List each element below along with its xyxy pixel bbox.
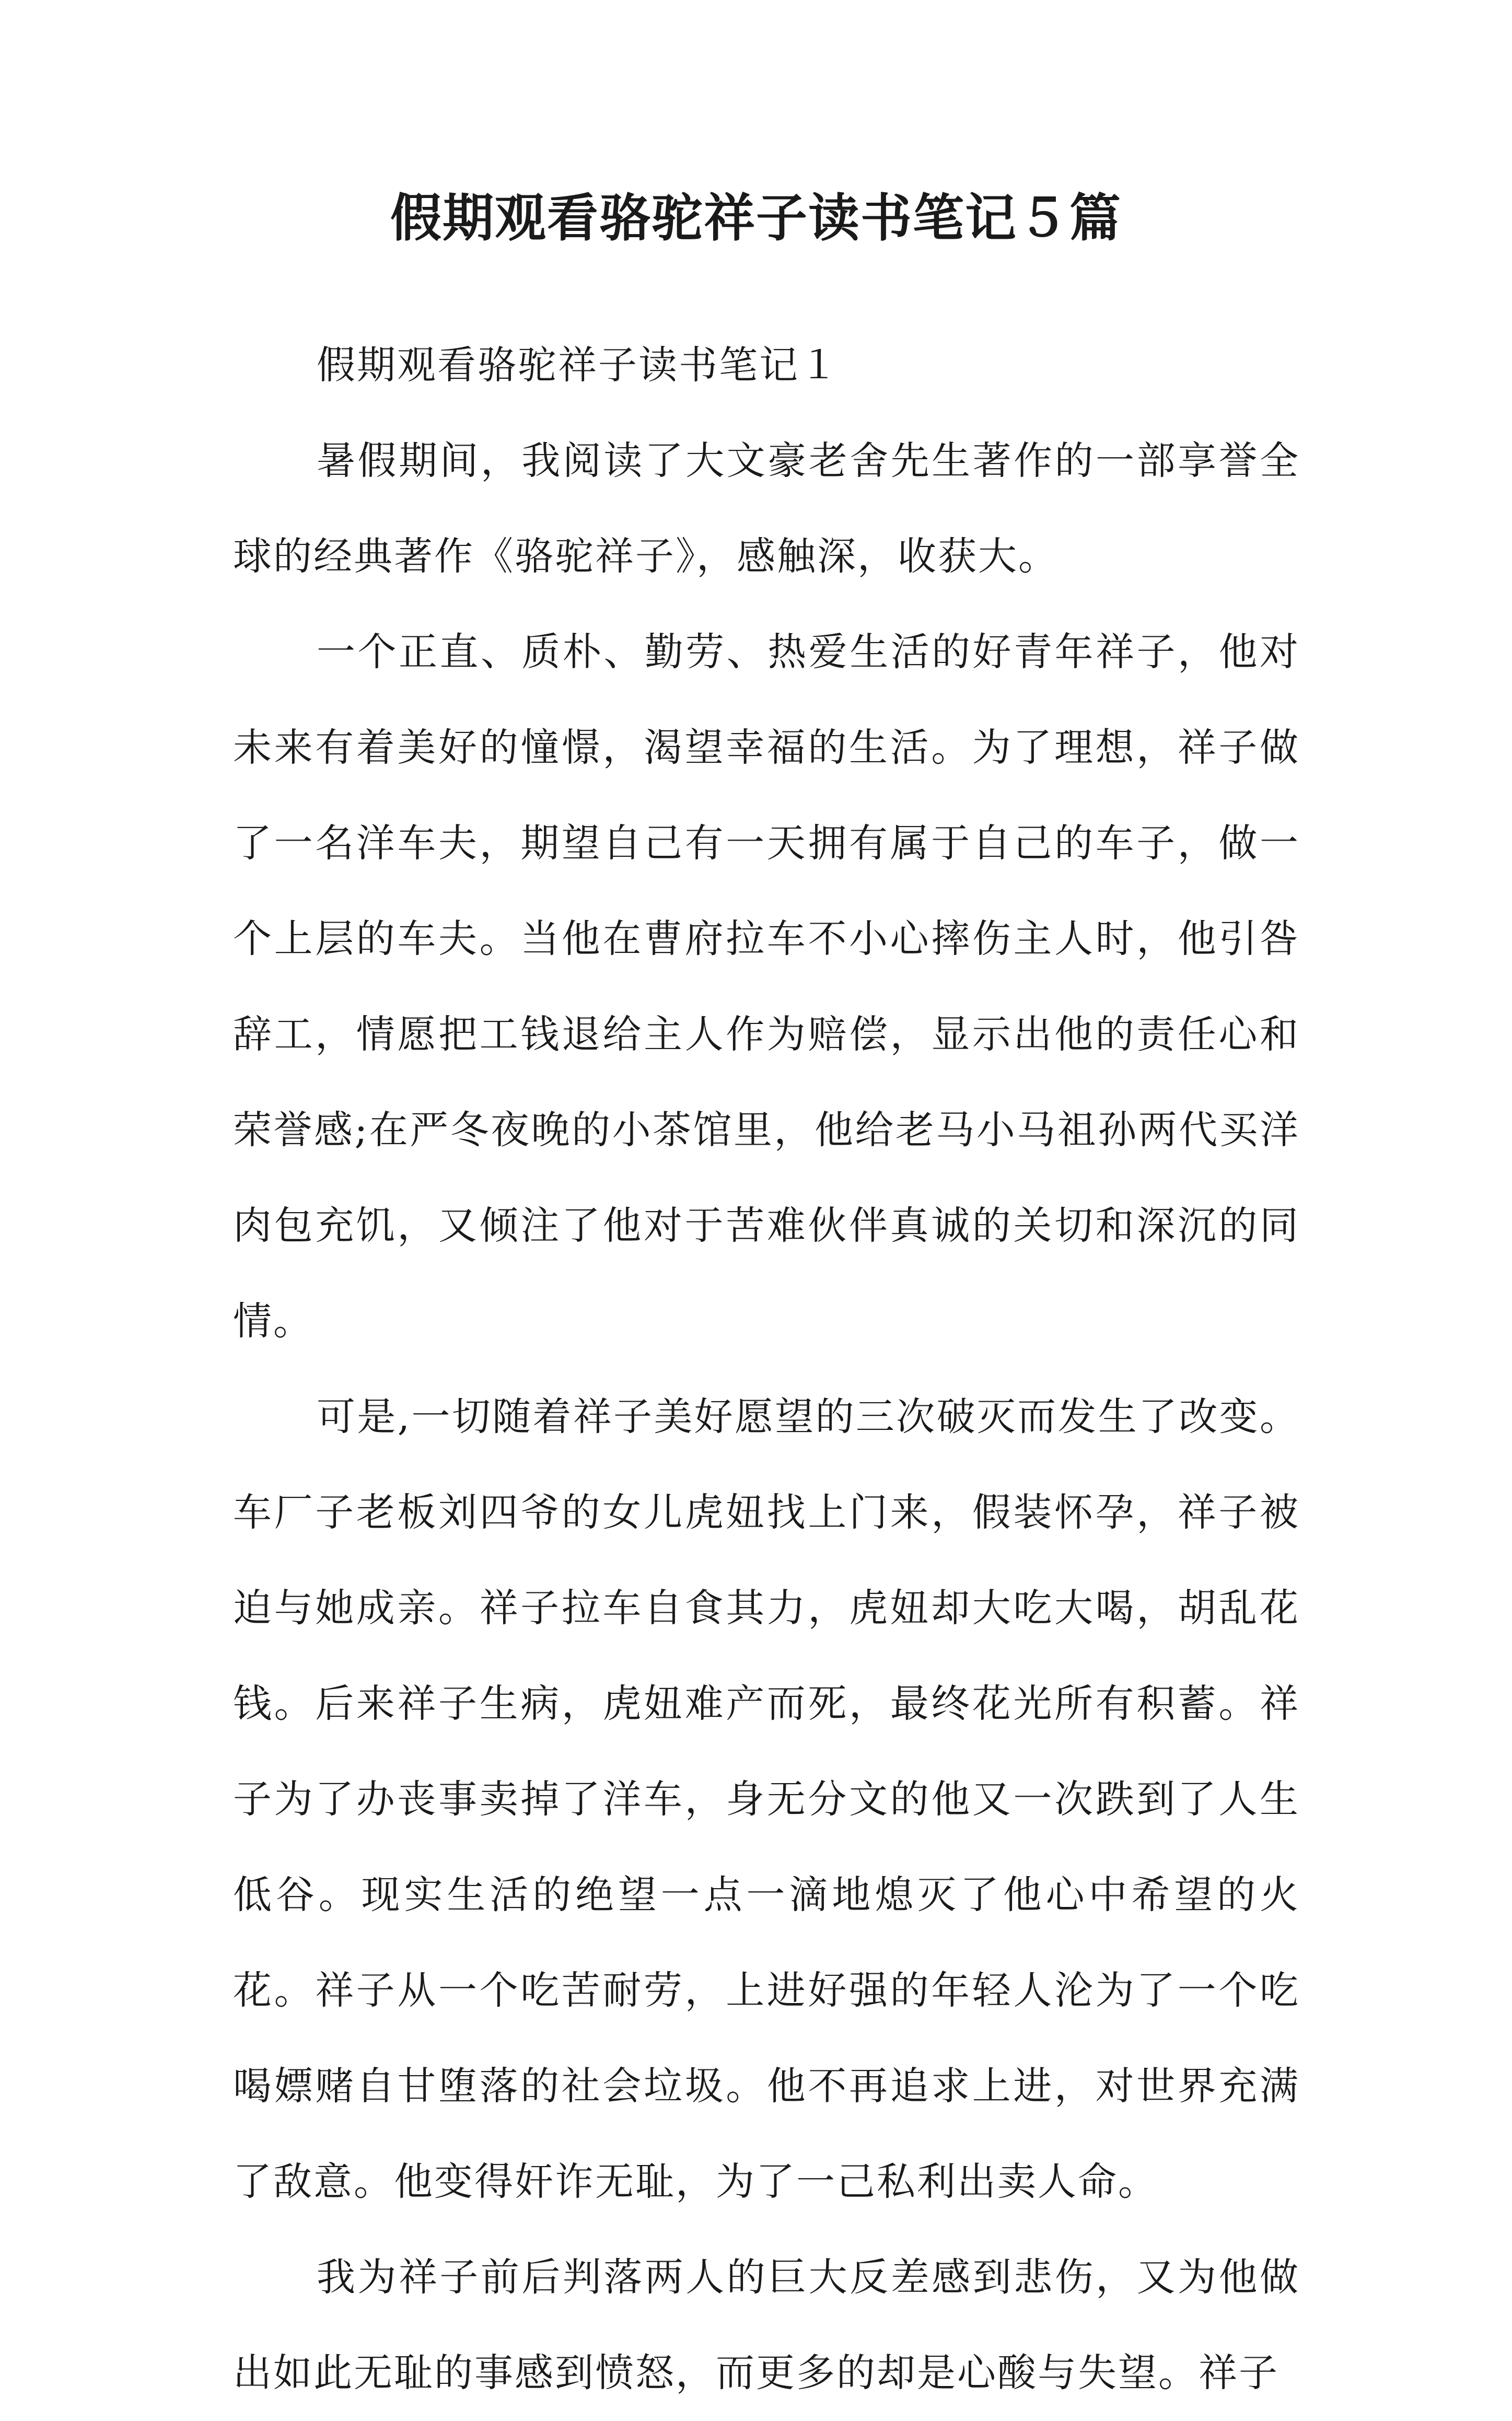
paragraph: 可是,一切随着祥子美好愿望的三次破灭而发生了改变。车厂子老板刘四爷的女儿虎妞找上门来，假装怀孕，祥子被迫与她成亲。祥子拉车自食其力，虎妞却大吃大喝，胡乱花钱。后来祥子生病，虎妞难产而死，最终花光所有积蓄。祥子为了办丧事卖掉了洋车，身无分文的他又一次跌到了人生低谷。现实生活的绝望一点一滴地熄灭了他心中希望的火花。祥子从一个吃苦耐劳，上进好强的年轻人沦为了一个吃喝嫖赌自甘堕落的社会垃圾。他不再追求上进，对世界充满了敌意。他变得奸诈无耻，为了一己私利出卖人命。 [233, 1394, 1300, 2204]
paragraph: 一个正直、质朴、勤劳、热爱生活的好青年祥子，他对未来有着美好的憧憬，渴望幸福的生活。为了理想，祥子做了一名洋车夫，期望自己有一天拥有属于自己的车子，做一个上层的车夫。当他在曹府拉车不小心摔伤主人时，他引咎辞工，情愿把工钱退给主人作为赔偿，显示出他的责任心和荣誉感;在严冬夜晚的小茶馆里，他给老马小马祖孙两代买洋肉包充饥，又倾注了他对于苦难伙伴真诚的关切和深沉的同情。 [233, 630, 1300, 1344]
document-title: 假期观看骆驼祥子读书笔记５篇 [390, 188, 1122, 248]
section-heading: 假期观看骆驼祥子读书笔记１ [317, 343, 840, 388]
paragraph: 我为祥子前后判落两人的巨大反差感到悲伤，又为他做出如此无耻的事感到愤怒，而更多的却是心酸与失望。祥子 [233, 2255, 1300, 2395]
document-body [233, 318, 1300, 2421]
paragraph: 暑假期间，我阅读了大文豪老舍先生著作的一部享誉全球的经典著作《骆驼祥子》，感触深，收获大。 [233, 438, 1300, 579]
